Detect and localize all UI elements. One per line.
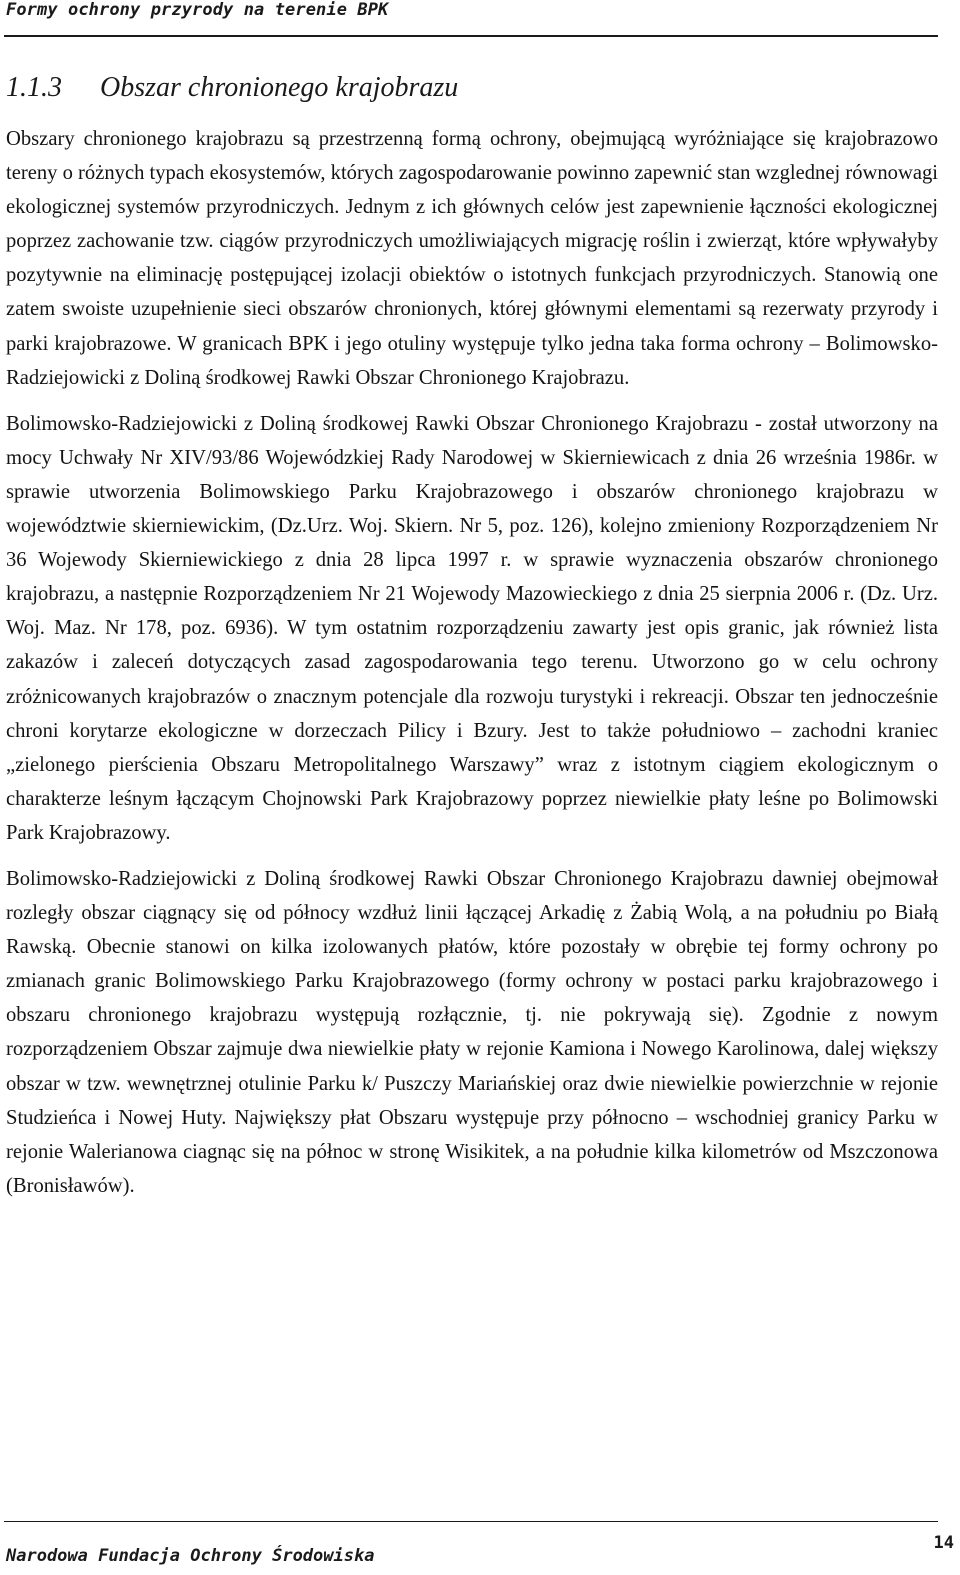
paragraph-2: Bolimowsko-Radziejowicki z Doliną środkowej Rawki Obszar Chronionego Krajobrazu - został utworzony na mocy Uchwały Nr XIV/93/86 Wojewódzkiej Rady Narodowej w Skierniewicach z dnia 26 września 1986r. w sprawie utworzenia Bolimowskiego Parku Krajobrazowego i obszarów chronionego krajobrazu w województwie skierniewickim, (Dz.Urz. Woj. Skiern. Nr 5, poz. 126), kolejno zmieniony Rozporządzeniem Nr 36 Wojewody Skierniewickiego z dnia 28 lipca 1997 r. w sprawie wyznaczenia obszarów chronionego krajobrazu, a następnie Rozporządzeniem Nr 21 Wojewody Mazowieckiego z dnia 25 sierpnia 2006 r. (Dz. Urz. Woj. Maz. Nr 178, poz. 6936). W tym ostatnim rozporządzeniu zawarty jest opis granic, jak również lista zakazów i zaleceń dotyczących zasad zagospodarowania tego terenu. Utworzono go w celu ochrony zróżnicowanych krajobrazów o znacznym potencjale dla rozwoju turystyki i rekreacji. Obszar ten jednocześnie chroni korytarze ekologiczne w dorzeczach Pilicy i Bzury. Jest to także południowo – zachodni kraniec „zielonego pierścienia Obszaru Metropolitalnego Warszawy” wraz z istotnym ciągiem ekologicznym o charakterze leśnym łączącym Chojnowski Park Krajobrazowy poprzez niewielkie płaty leśne po Bolimowski Park Krajobrazowy. — [6, 412, 938, 844]
paragraph-3: Bolimowsko-Radziejowicki z Doliną środkowej Rawki Obszar Chronionego Krajobrazu dawniej obejmował rozległy obszar ciągnący się od północy wzdłuż linii łączącej Arkadię z Żabią Wolą, a na południu po Białą Rawską. Obecnie stanowi on kilka izolowanych płatów, które pozostały w obrębie tej formy ochrony po zmianach granic Bolimowskiego Parku Krajobrazowego (formy ochrony w postaci parku krajobrazowego i obszaru chronionego krajobrazu występują rozłącznie, tj. nie pokrywają się). Zgodnie z nowym rozporządzeniem Obszar zajmuje dwa niewielkie płaty w rejonie Kamiona i Nowego Karolinowa, dalej większy obszar w tzw. wewnętrznej otulinie Parku k/ Puszczy Mariańskiej oraz dwie niewielkie powierzchnie w rejonie Studzieńca i Nowej Huty. Największy płat Obszaru występuje przy północno – wschodniej granicy Parku w rejonie Walerianowa ciagnąc się na północ w stronę Wisikitek, a na południe kilka kilometrów od Mszczonowa (Bronisławów). — [6, 867, 938, 1197]
paragraph-1: Obszary chronionego krajobrazu są przestrzenną formą ochrony, obejmującą wyróżniające się krajobrazowo tereny o różnych typach ekosystemów, których zagospodarowanie powinno zapewnić stan wzglednej równowagi ekologicznej systemów przyrodniczych. Jednym z ich głównych celów jest zapewnienie łączności ekologicznej poprzez zachowanie tzw. ciągów przyrodniczych umożliwiających migrację roślin i zwierząt, które wpływałyby pozytywnie na eliminację postępującej izolacji obiektów o istotnych funkcjach przyrodniczych. Stanowią one zatem swoiste uzupełnienie sieci obszarów chronionych, której głównymi elementami są rezerwaty przyrody i parki krajobrazowe. W granicach BPK i jego otuliny występuje tylko jedna taka forma ochrony – Bolimowsko-Radziejowicki z Doliną środkowej Rawki Obszar Chronionego Krajobrazu. — [6, 128, 938, 389]
section-number: 1.1.3 — [6, 72, 62, 103]
header-divider — [4, 35, 938, 37]
section-title: Obszar chronionego krajobrazu — [100, 72, 459, 103]
running-header: Formy ochrony przyrody na terenie BPK — [6, 0, 389, 20]
section-heading — [6, 70, 938, 106]
running-footer: Narodowa Fundacja Ochrony Środowiska — [6, 1546, 375, 1566]
page-number: 14 — [933, 1533, 954, 1553]
footer-divider — [4, 1521, 938, 1522]
body-text — [6, 122, 938, 1203]
